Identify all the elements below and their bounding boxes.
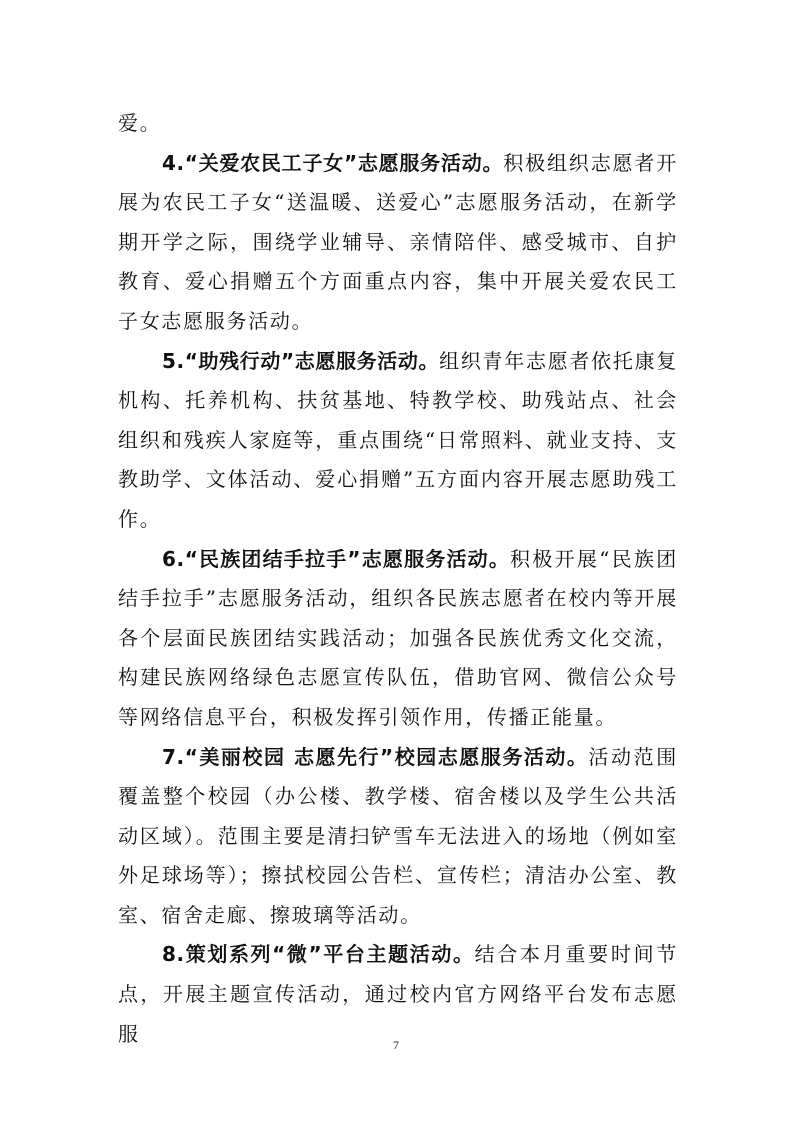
paragraph-heading: 4.“关爱农民工子女”志愿服务活动。 <box>162 150 504 175</box>
paragraph-item-6 <box>118 540 678 738</box>
paragraph-text: 活动范围覆盖整个校园（办公楼、教学楼、宿舍楼以及学生公共活动区域）。范围主要是清扫铲雪车无法进入的场地（例如室外足球场等）；擦拭校园公告栏、宣传栏；清洁办公室、教室、宿舍走廊、擦玻璃等活动。 <box>118 744 678 927</box>
paragraph-heading: 6.“民族团结手拉手”志愿服务活动。 <box>162 546 511 571</box>
paragraph-item-4 <box>118 144 678 342</box>
paragraph-item-5 <box>118 342 678 540</box>
paragraph-item-7 <box>118 738 678 936</box>
paragraph-text: 积极开展“民族团结手拉手”志愿服务活动，组织各民族志愿者在校内等开展各个层面民族团结实践活动；加强各民族优秀文化交流，构建民族网络绿色志愿宣传队伍，借助官网、微信公众号等网络信息平台，积极发挥引领作用，传播正能量。 <box>118 546 678 729</box>
paragraph-text: 结合本月重要时间节点，开展主题宣传活动，通过校内官方网络平台发布志愿服 <box>118 942 678 1046</box>
paragraph-heading: 5.“助残行动”志愿服务活动。 <box>162 348 440 373</box>
paragraph-heading: 8.策划系列“微”平台主题活动。 <box>162 942 475 967</box>
paragraph-heading: 7.“美丽校园 志愿先行”校园志愿服务活动。 <box>162 744 589 769</box>
paragraph-continuation <box>118 104 678 144</box>
document-body <box>118 104 678 1054</box>
paragraph-text: 组织青年志愿者依托康复机构、托养机构、扶贫基地、特教学校、助残站点、社会组织和残疾人家庭等，重点围绕“日常照料、就业支持、支教助学、文体活动、爱心捐赠”五方面内容开展志愿助残工作。 <box>118 348 678 531</box>
paragraph-text: 爱。 <box>118 111 162 135</box>
paragraph-item-8 <box>118 935 678 1054</box>
paragraph-text: 积极组织志愿者开展为农民工子女“送温暖、送爱心”志愿服务活动，在新学期开学之际，围绕学业辅导、亲情陪伴、感受城市、自护教育、爱心捐赠五个方面重点内容，集中开展关爱农民工子女志愿服务活动。 <box>118 150 678 333</box>
page-number: 7 <box>393 1038 399 1052</box>
